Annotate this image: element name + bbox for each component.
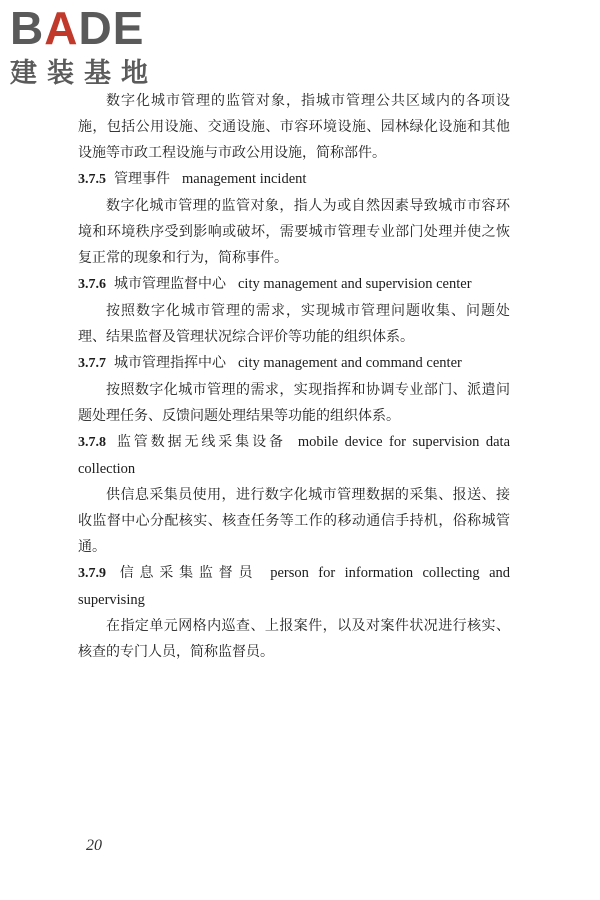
term-chinese: 监管数据无线采集设备 (114, 434, 286, 450)
watermark-brand-accent: A (44, 2, 79, 54)
term-entry-3-7-6 (78, 271, 510, 298)
clause-number: 3.7.6 (78, 277, 106, 292)
term-definition: 按照数字化城市管理的需求，实现指挥和协调专业部门、派遣问题处理任务、反馈问题处理结果等功能的组织体系。 (78, 382, 510, 424)
term-chinese: 管理事件 (114, 171, 170, 187)
term-english: mobile device for supervision data collection (78, 434, 511, 477)
term-chinese: 信息采集监督员 (114, 565, 259, 581)
term-entry-3-7-7 (78, 350, 510, 377)
term-entry-3-7-5 (78, 166, 510, 193)
term-definition: 供信息采集员使用，进行数字化城市管理数据的采集、报送、接收监督中心分配核实、核查任务等工作的移动通信手持机，俗称城管通。 (78, 487, 510, 555)
watermark-logo (4, 2, 184, 94)
clause-number: 3.7.5 (78, 172, 106, 187)
term-definition: 数字化城市管理的监管对象，指人为或自然因素导致城市市容环境和环境秩序受到影响或破坏，需要城市管理专业部门处理并使之恢复正常的现象和行为，简称事件。 (78, 198, 510, 266)
watermark-subtitle: 建装基地 (10, 58, 158, 89)
term-entry-3-7-8 (78, 429, 510, 482)
page-content (78, 88, 510, 665)
clause-number: 3.7.7 (78, 356, 106, 371)
term-definition: 按照数字化城市管理的需求，实现城市管理问题收集、问题处理、结果监督及管理状况综合评价等功能的组织体系。 (78, 303, 510, 345)
term-english: person for information collecting and supervising (78, 565, 510, 608)
term-entry-3-7-9 (78, 560, 510, 613)
watermark-brand-prefix: B (10, 2, 45, 54)
clause-number: 3.7.8 (78, 435, 106, 450)
clause-number: 3.7.9 (78, 566, 106, 581)
watermark-brand-suffix: DE (78, 2, 145, 54)
term-english: city management and command center (238, 355, 462, 371)
continuation-paragraph: 数字化城市管理的监管对象，指城市管理公共区域内的各项设施，包括公用设施、交通设施、市容环境设施、园林绿化设施和其他设施等市政工程设施与市政公用设施，简称部件。 (78, 93, 510, 161)
term-chinese: 城市管理监督中心 (114, 276, 226, 292)
watermark-brand (10, 2, 144, 54)
term-chinese: 城市管理指挥中心 (114, 355, 226, 371)
term-definition: 在指定单元网格内巡查、上报案件，以及对案件状况进行核实、核查的专门人员，简称监督员。 (78, 618, 510, 660)
page-number: 20 (86, 837, 102, 854)
term-english: city management and supervision center (238, 276, 472, 292)
term-english: management incident (182, 171, 307, 187)
